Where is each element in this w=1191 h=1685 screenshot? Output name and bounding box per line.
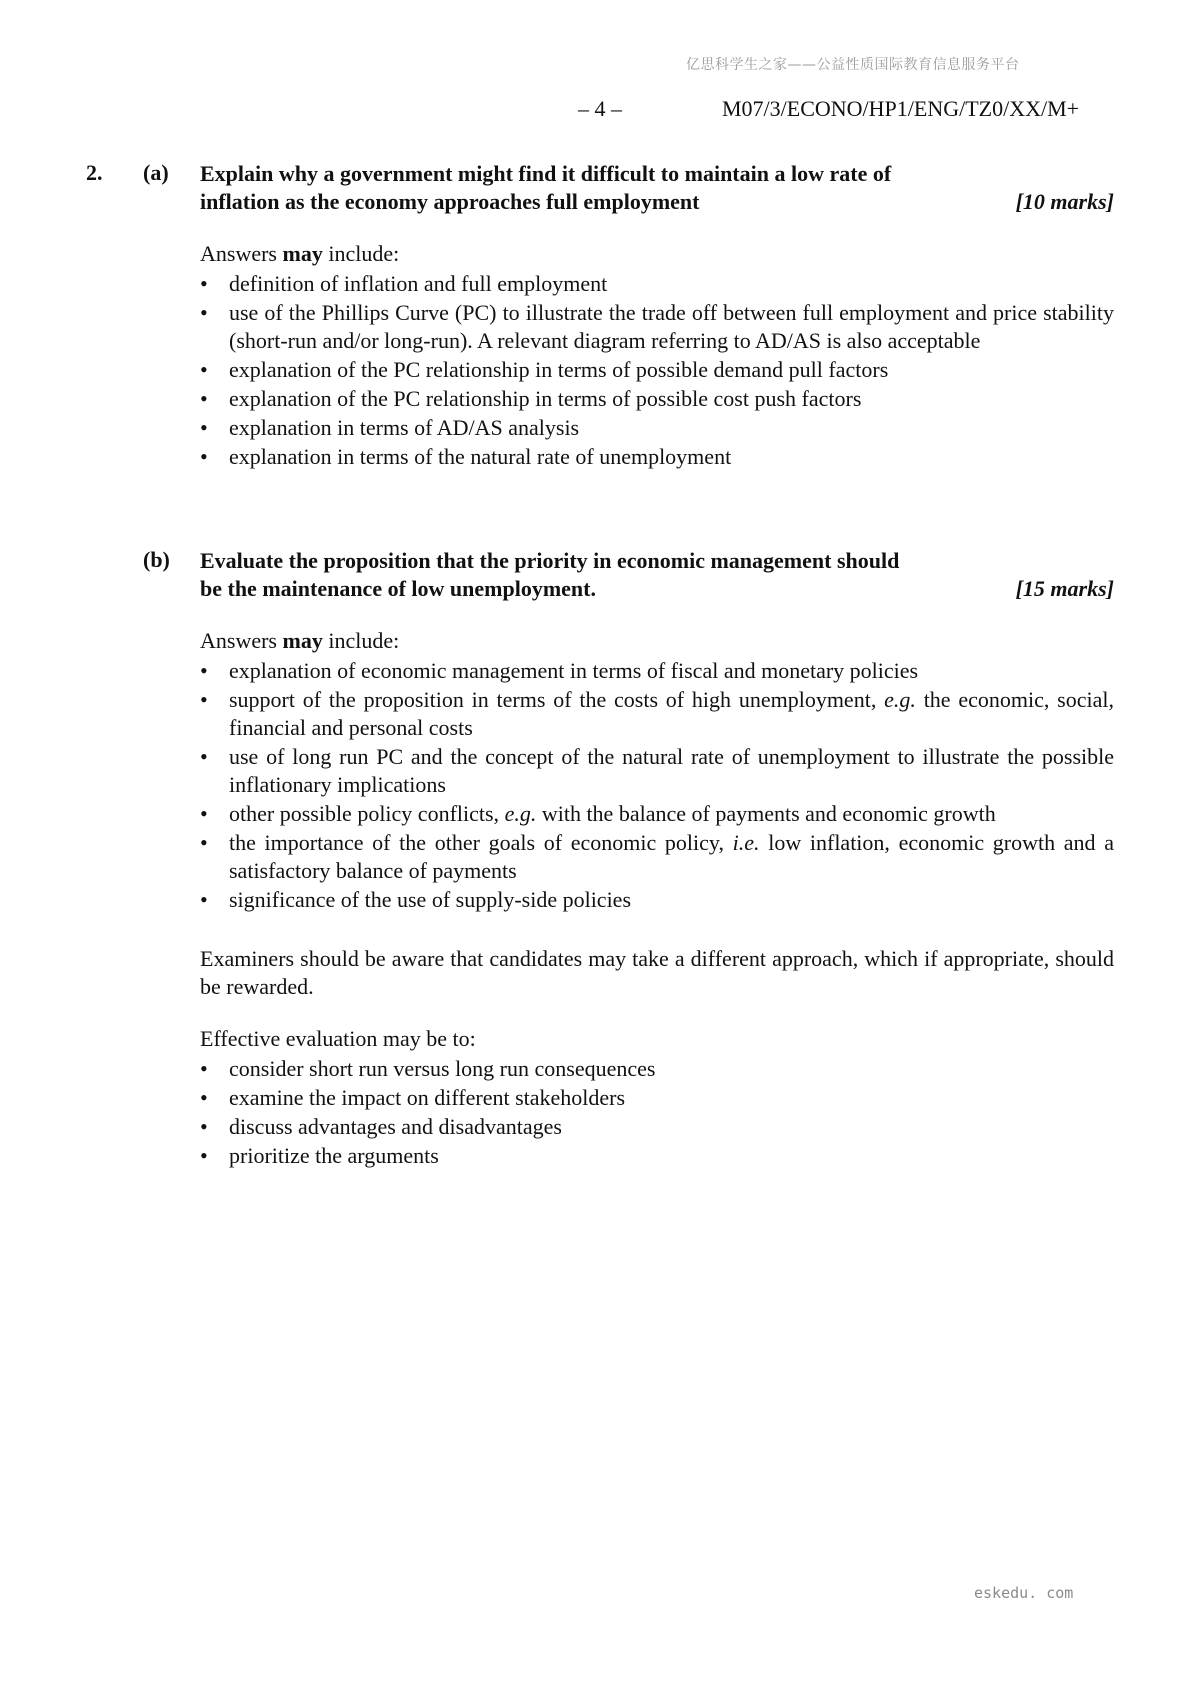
part-a-intro: Answers may include: xyxy=(200,241,400,266)
part-b-label: (b) xyxy=(143,547,170,572)
part-b-prompt-line-1: Evaluate the proposition that the priority in economic management should xyxy=(200,548,900,573)
evaluation-intro: Effective evaluation may be to: xyxy=(200,1026,476,1051)
evaluation-section xyxy=(200,1025,1114,1171)
list-item: • discuss advantages and disadvantages xyxy=(200,1113,1114,1141)
part-b-marks: [15 marks] xyxy=(1015,576,1114,601)
part-b-prompt xyxy=(200,547,1114,603)
examiner-note-text: Examiners should be aware that candidates may take a different approach, which if appropriate, should be rewarded. xyxy=(200,946,1114,999)
part-b-prompt-line-2: be the maintenance of low unemployment. xyxy=(200,576,596,601)
list-item: • explanation of the PC relationship in terms of possible demand pull factors xyxy=(200,356,1114,384)
list-item: • prioritize the arguments xyxy=(200,1142,1114,1170)
list-item: • use of the Phillips Curve (PC) to illustrate the trade off between full employment and price stability (short-run and/or long-run). A relevant diagram referring to AD/AS is also acceptable xyxy=(200,299,1114,355)
watermark-footer: eskedu. com xyxy=(974,1584,1074,1602)
list-item: • other possible policy conflicts, e.g. with the balance of payments and economic growth xyxy=(200,800,1114,828)
list-item: • examine the impact on different stakeholders xyxy=(200,1084,1114,1112)
part-a-prompt-line-2: inflation as the economy approaches full employment xyxy=(200,189,700,214)
part-a-prompt xyxy=(200,160,1114,216)
list-item: • the importance of the other goals of economic policy, i.e. low inflation, economic growth and a satisfactory balance of payments xyxy=(200,829,1114,885)
page-number: – 4 – xyxy=(578,96,622,121)
question-number: 2. xyxy=(86,160,103,185)
part-a-marks: [10 marks] xyxy=(1015,189,1114,214)
part-a-prompt-line-1: Explain why a government might find it difficult to maintain a low rate of xyxy=(200,161,892,186)
list-item: • definition of inflation and full employment xyxy=(200,270,1114,298)
part-a-label: (a) xyxy=(143,160,169,185)
document-code: M07/3/ECONO/HP1/ENG/TZ0/XX/M+ xyxy=(722,96,1080,121)
list-item: • significance of the use of supply-side policies xyxy=(200,886,1114,914)
watermark-header: 亿思科学生之家——公益性质国际教育信息服务平台 xyxy=(686,57,1020,73)
list-item: • explanation in terms of the natural rate of unemployment xyxy=(200,443,1114,471)
list-item: • explanation of the PC relationship in terms of possible cost push factors xyxy=(200,385,1114,413)
part-b-answers xyxy=(200,627,1114,915)
list-item: • consider short run versus long run consequences xyxy=(200,1055,1114,1083)
evaluation-bullet-list xyxy=(200,1055,1114,1170)
list-item: • explanation of economic management in terms of fiscal and monetary policies xyxy=(200,657,1114,685)
list-item: • use of long run PC and the concept of the natural rate of unemployment to illustrate the possible inflationary implications xyxy=(200,743,1114,799)
part-a-bullet-list xyxy=(200,270,1114,471)
part-b-intro: Answers may include: xyxy=(200,628,400,653)
examiner-note xyxy=(200,945,1114,1001)
list-item: • support of the proposition in terms of the costs of high unemployment, e.g. the economic, social, financial and personal costs xyxy=(200,686,1114,742)
part-a-answers xyxy=(200,240,1114,472)
list-item: • explanation in terms of AD/AS analysis xyxy=(200,414,1114,442)
part-b-bullet-list xyxy=(200,657,1114,914)
